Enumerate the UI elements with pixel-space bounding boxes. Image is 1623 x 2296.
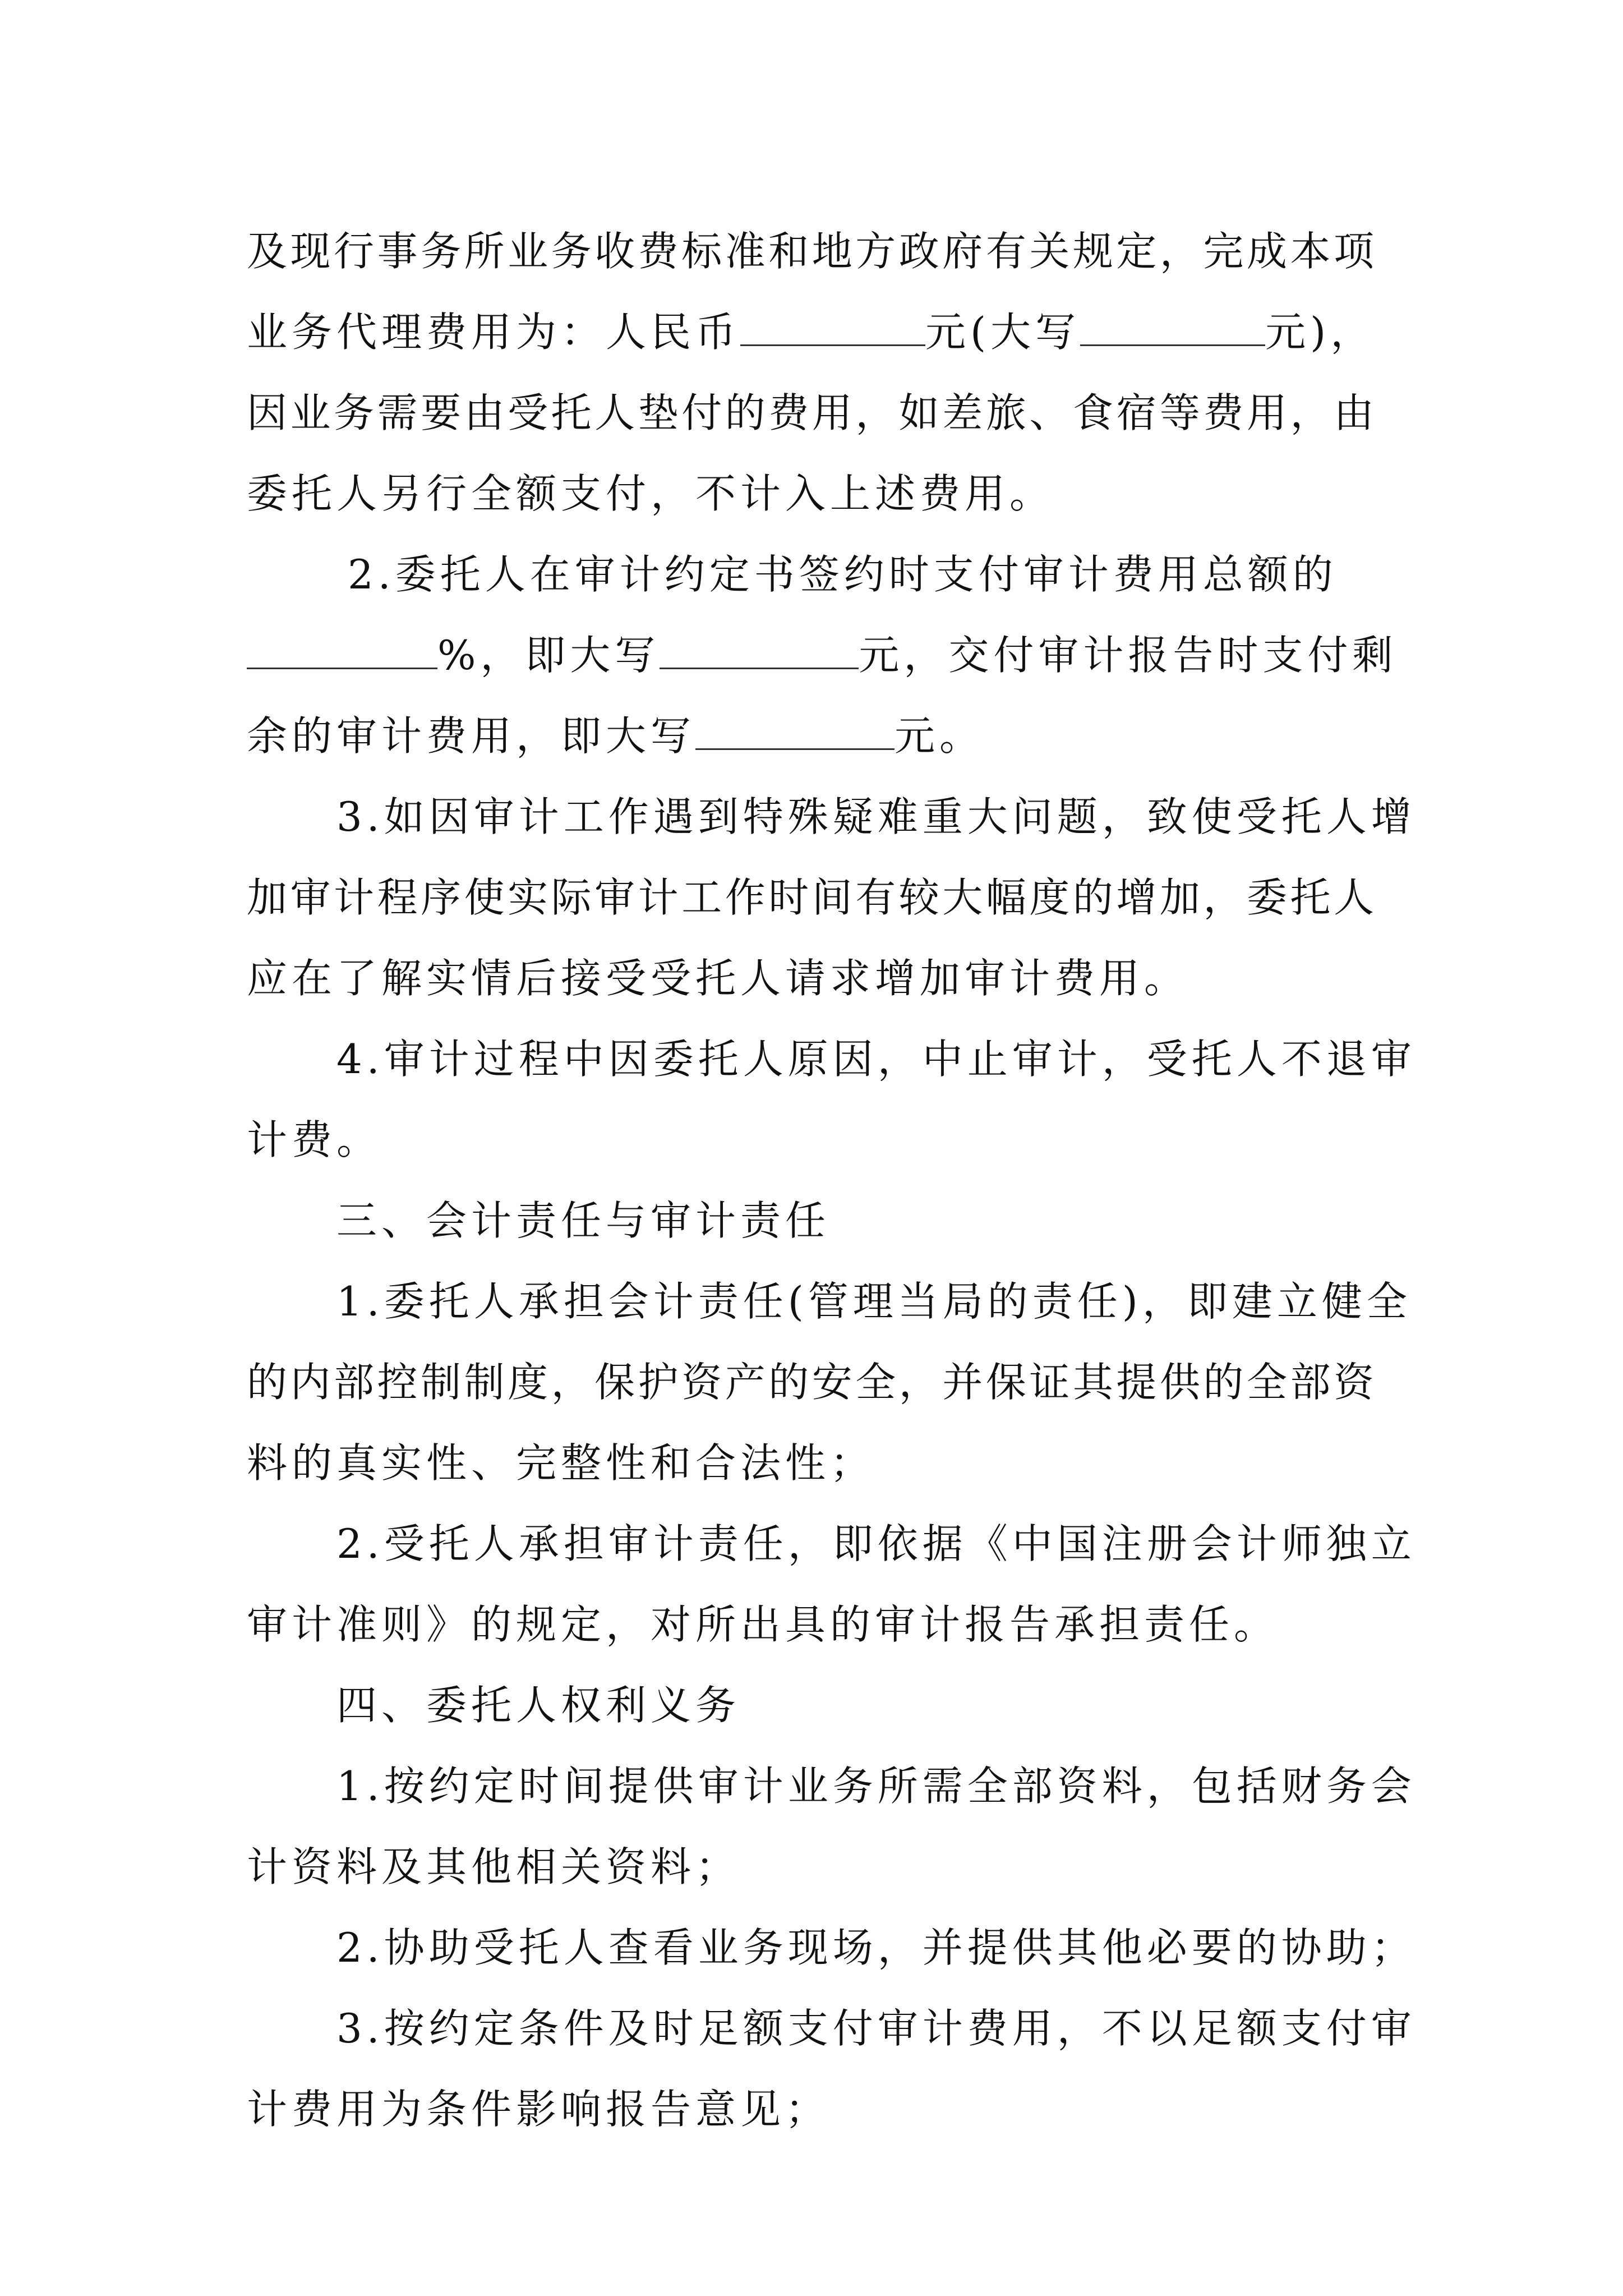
paragraph-line: 计费用为条件影响报告意见； bbox=[247, 2086, 831, 2133]
paragraph-line: 加审计程序使实际审计工作时间有较大幅度的增加，委托人 bbox=[247, 874, 1374, 921]
paragraph-line: 2.协助受托人查看业务现场，并提供其他必要的协助； bbox=[336, 1924, 1416, 1971]
paragraph-line: 及现行事务所业务收费标准和地方政府有关规定，完成本项 bbox=[247, 228, 1374, 275]
paragraph-line: 3.按约定条件及时足额支付审计费用，不以足额支付审 bbox=[336, 2005, 1416, 2052]
paragraph-line: 4.审计过程中因委托人原因，中止审计，受托人不退审 bbox=[336, 1036, 1416, 1083]
paragraph-line: 审计准则》的规定，对所出具的审计报告承担责任。 bbox=[247, 1601, 1279, 1648]
section-heading: 四、委托人权利义务 bbox=[336, 1682, 741, 1729]
remaining-amount-words-blank bbox=[695, 714, 895, 750]
line-text: 业务代理费用为：人民币 bbox=[247, 309, 741, 356]
line-text: %，即大写 bbox=[437, 632, 660, 679]
line-text: 元，交付审计报告时支付剩 bbox=[859, 632, 1398, 679]
line-text: 余的审计费用，即大写 bbox=[247, 712, 696, 760]
document-body bbox=[247, 211, 1416, 2150]
paragraph-line-percent bbox=[247, 615, 1398, 696]
line-text: 元)， bbox=[1265, 309, 1376, 356]
paragraph-line: 委托人另行全额支付，不计入上述费用。 bbox=[247, 470, 1055, 517]
paragraph-line-fee bbox=[247, 292, 1374, 372]
fee-amount-words-blank bbox=[1080, 310, 1265, 346]
paragraph-line: 的内部控制制度，保护资产的安全，并保证其提供的全部资 bbox=[247, 1359, 1374, 1406]
section-heading: 三、会计责任与审计责任 bbox=[336, 1197, 831, 1244]
paragraph-line-remaining bbox=[247, 696, 1374, 776]
paragraph-line: 因业务需要由受托人垫付的费用，如差旅、食宿等费用，由 bbox=[247, 389, 1374, 436]
percent-blank bbox=[247, 633, 437, 669]
paragraph-line: 2.受托人承担审计责任，即依据《中国注册会计师独立 bbox=[336, 1520, 1416, 1567]
paragraph-line: 3.如因审计工作遇到特殊疑难重大问题，致使受托人增 bbox=[336, 793, 1416, 840]
line-text: 元(大写 bbox=[925, 309, 1081, 356]
paragraph-line: 2.委托人在审计约定书签约时支付审计费用总额的 bbox=[348, 551, 1338, 598]
prepay-amount-words-blank bbox=[660, 633, 859, 669]
paragraph-line: 计费。 bbox=[247, 1116, 382, 1163]
paragraph-line: 计资料及其他相关资料； bbox=[247, 1843, 741, 1890]
fee-amount-blank bbox=[740, 310, 925, 346]
paragraph-line: 应在了解实情后接受受托人请求增加审计费用。 bbox=[247, 955, 1189, 1002]
line-text: 元。 bbox=[895, 712, 985, 760]
paragraph-line: 1.按约定时间提供审计业务所需全部资料，包括财务会 bbox=[336, 1763, 1416, 1810]
paragraph-line: 料的真实性、完整性和合法性； bbox=[247, 1439, 875, 1487]
paragraph-line: 1.委托人承担会计责任(管理当局的责任)，即建立健全 bbox=[336, 1278, 1412, 1325]
